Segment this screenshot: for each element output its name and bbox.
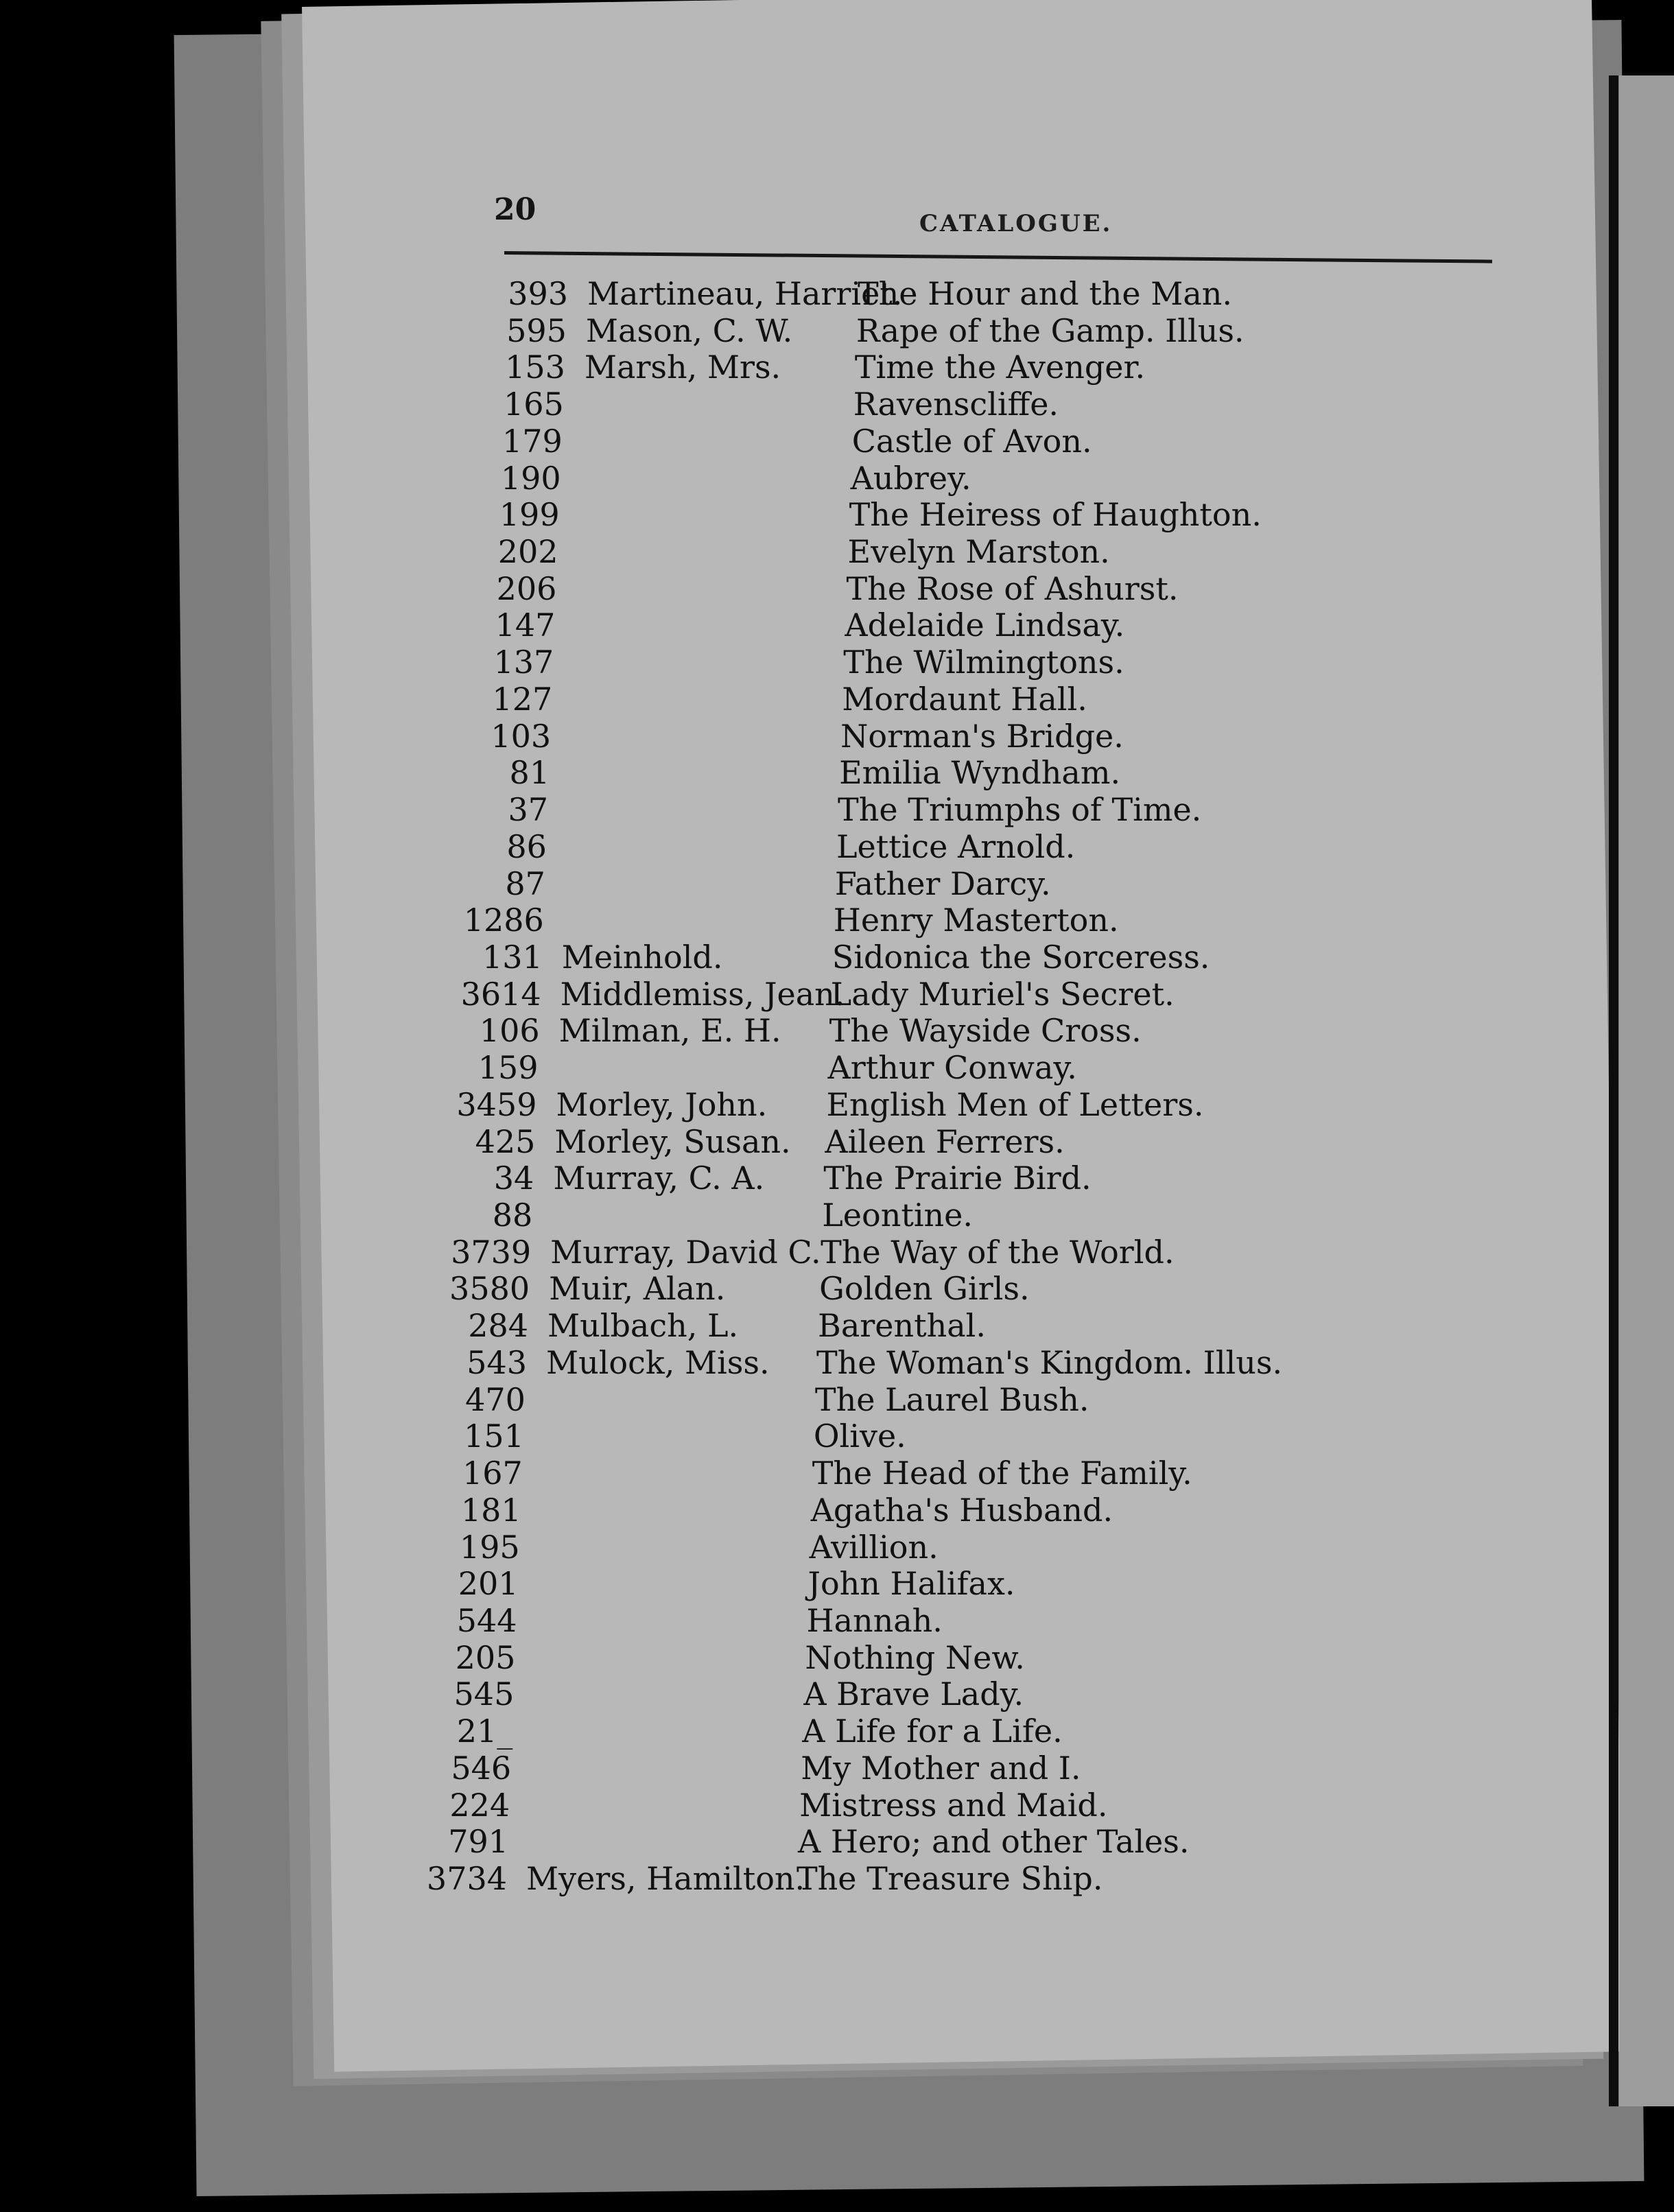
entry-title: Leontine. bbox=[822, 1197, 974, 1234]
entry-number: 34 bbox=[493, 1160, 534, 1197]
entry-number: 546 bbox=[451, 1749, 512, 1787]
catalogue-entry bbox=[0, 864, 1674, 903]
catalogue-entry bbox=[0, 1675, 1674, 1713]
entry-author: Mason, C. W. bbox=[585, 311, 793, 349]
entry-title: Barenthal. bbox=[818, 1307, 986, 1345]
entry-number: 595 bbox=[506, 311, 567, 349]
entry-number: 199 bbox=[499, 496, 560, 534]
entry-title: Arthur Conway. bbox=[827, 1049, 1077, 1087]
entry-number: 791 bbox=[448, 1823, 509, 1861]
entry-title: English Men of Letters. bbox=[826, 1085, 1204, 1123]
catalogue-entry bbox=[0, 1343, 1674, 1382]
catalogue-entry bbox=[0, 901, 1674, 939]
entry-number: 131 bbox=[482, 938, 543, 976]
entry-number: 1286 bbox=[463, 902, 544, 939]
catalogue-entry bbox=[0, 1712, 1674, 1750]
entry-number: 147 bbox=[495, 607, 556, 644]
catalogue-entry bbox=[0, 1048, 1674, 1087]
catalogue-entry bbox=[0, 1786, 1674, 1824]
entry-title: John Halifax. bbox=[807, 1565, 1015, 1603]
entry-title: The Prairie Bird. bbox=[823, 1160, 1092, 1197]
entry-title: Agatha's Husband. bbox=[810, 1491, 1113, 1529]
entry-title: Castle of Avon. bbox=[851, 422, 1092, 460]
catalogue-entry bbox=[0, 1306, 1674, 1345]
entry-number: 86 bbox=[506, 827, 547, 865]
catalogue-entry bbox=[0, 1822, 1674, 1861]
entry-title: Ravenscliffe. bbox=[853, 386, 1059, 423]
entry-author: Murray, C. A. bbox=[553, 1160, 765, 1197]
entry-number: 3614 bbox=[460, 975, 541, 1013]
entry-title: Mistress and Maid. bbox=[799, 1786, 1108, 1824]
entry-number: 202 bbox=[497, 533, 558, 571]
catalogue-entry bbox=[0, 1749, 1674, 1787]
entry-number: 425 bbox=[475, 1122, 536, 1160]
entry-number: 159 bbox=[478, 1049, 539, 1087]
entry-number: 284 bbox=[468, 1307, 529, 1345]
entry-number: 87 bbox=[505, 864, 545, 902]
entry-title: The Treasure Ship. bbox=[796, 1860, 1103, 1897]
entry-number: 88 bbox=[492, 1197, 533, 1234]
entry-title: Golden Girls. bbox=[819, 1270, 1030, 1308]
entry-number: 543 bbox=[467, 1343, 527, 1381]
entry-author: Martineau, Harriet. bbox=[587, 275, 903, 312]
entry-number: 181 bbox=[460, 1491, 521, 1529]
entry-number: 179 bbox=[502, 422, 563, 460]
catalogue-entry bbox=[0, 532, 1674, 571]
entry-title: The Head of the Family. bbox=[812, 1455, 1192, 1492]
catalogue-entry bbox=[0, 1859, 1674, 1898]
entry-author: Meinhold. bbox=[561, 938, 723, 976]
entry-title: The Heiress of Haughton. bbox=[849, 496, 1262, 534]
catalogue-entry bbox=[0, 1638, 1674, 1677]
entry-author: Mulock, Miss. bbox=[545, 1343, 770, 1381]
catalogue-entry bbox=[0, 827, 1674, 866]
entry-title: Lettice Arnold. bbox=[836, 827, 1076, 865]
entry-title: Rape of the Gamp. Illus. bbox=[856, 311, 1245, 349]
entry-number: 127 bbox=[492, 680, 553, 718]
entry-title: Emilia Wyndham. bbox=[839, 754, 1121, 792]
entry-title: Nothing New. bbox=[805, 1638, 1025, 1676]
entry-title: The Woman's Kingdom. Illus. bbox=[816, 1343, 1283, 1381]
entry-title: Evelyn Marston. bbox=[847, 533, 1110, 571]
entry-number: 3580 bbox=[449, 1270, 530, 1308]
entry-title: Time the Avenger. bbox=[854, 349, 1146, 386]
catalogue-entry bbox=[0, 274, 1674, 313]
entry-title: The Laurel Bush. bbox=[814, 1380, 1089, 1418]
entry-author: Muir, Alan. bbox=[549, 1270, 726, 1308]
entry-number: 21_ bbox=[456, 1713, 513, 1750]
catalogue-entry bbox=[0, 1196, 1674, 1234]
entry-title: The Wayside Cross. bbox=[829, 1012, 1142, 1050]
page-header bbox=[494, 192, 1496, 247]
entry-number: 544 bbox=[456, 1601, 517, 1639]
entry-title: A Life for a Life. bbox=[802, 1713, 1063, 1750]
running-title: CATALOGUE. bbox=[919, 210, 1113, 237]
entry-author: Morley, John. bbox=[556, 1085, 768, 1123]
entry-number: 106 bbox=[479, 1012, 540, 1050]
entry-number: 195 bbox=[459, 1528, 520, 1566]
entry-title: The Rose of Ashurst. bbox=[846, 569, 1179, 607]
entry-title: Olive. bbox=[813, 1417, 906, 1455]
catalogue-entry bbox=[0, 1269, 1674, 1308]
catalogue-entry bbox=[0, 1417, 1674, 1455]
catalogue-entry bbox=[0, 422, 1674, 460]
entry-title: Henry Masterton. bbox=[833, 902, 1119, 939]
entry-number: 190 bbox=[500, 459, 561, 497]
page-number: 20 bbox=[494, 192, 537, 227]
catalogue-entry bbox=[0, 753, 1674, 792]
catalogue-entry bbox=[0, 459, 1674, 497]
entry-number: 153 bbox=[505, 349, 565, 386]
entry-number: 167 bbox=[462, 1455, 523, 1492]
entry-number: 165 bbox=[503, 386, 564, 423]
entry-author: Morley, Susan. bbox=[554, 1122, 791, 1160]
entry-number: 151 bbox=[464, 1417, 524, 1455]
entry-title: The Hour and the Man. bbox=[858, 275, 1233, 312]
catalogue-entry bbox=[0, 1380, 1674, 1419]
entry-title: A Hero; and other Tales. bbox=[798, 1823, 1190, 1861]
entry-title: Aileen Ferrers. bbox=[825, 1122, 1065, 1160]
entry-author: Murray, David C. bbox=[550, 1233, 821, 1271]
catalogue-entry bbox=[0, 1601, 1674, 1640]
entry-title: Father Darcy. bbox=[834, 864, 1051, 902]
entry-number: 81 bbox=[509, 754, 550, 792]
entry-number: 393 bbox=[508, 275, 568, 312]
catalogue-entry bbox=[0, 1085, 1674, 1124]
catalogue-entry bbox=[0, 680, 1674, 718]
catalogue-entry bbox=[0, 606, 1674, 644]
entry-number: 3459 bbox=[456, 1085, 537, 1123]
catalogue-entry bbox=[0, 1564, 1674, 1603]
entry-title: Sidonica the Sorceress. bbox=[832, 938, 1210, 976]
catalogue-entry bbox=[0, 1011, 1674, 1050]
entry-title: The Way of the World. bbox=[821, 1233, 1175, 1271]
catalogue-entry bbox=[0, 1491, 1674, 1529]
entry-number: 205 bbox=[455, 1638, 516, 1676]
entry-author: Middlemiss, Jean. bbox=[560, 975, 845, 1013]
catalogue-entry bbox=[0, 385, 1674, 423]
catalogue-entry bbox=[0, 1159, 1674, 1197]
entry-number: 137 bbox=[493, 644, 554, 681]
catalogue-entry bbox=[0, 975, 1674, 1013]
entry-title: Aubrey. bbox=[850, 459, 971, 497]
entry-title: A Brave Lady. bbox=[803, 1675, 1024, 1713]
catalogue-entry bbox=[0, 1454, 1674, 1492]
entry-title: My Mother and I. bbox=[801, 1749, 1081, 1787]
entry-number: 206 bbox=[496, 569, 557, 607]
entry-author: Mulbach, L. bbox=[547, 1307, 739, 1345]
entry-title: Hannah. bbox=[806, 1601, 943, 1639]
entry-author: Milman, E. H. bbox=[558, 1012, 781, 1050]
entry-author: Myers, Hamilton. bbox=[526, 1860, 805, 1897]
entry-number: 3734 bbox=[426, 1860, 507, 1897]
catalogue-entry bbox=[0, 348, 1674, 386]
entry-title: Avillion. bbox=[809, 1528, 939, 1566]
entry-number: 3739 bbox=[451, 1233, 532, 1271]
entry-number: 37 bbox=[508, 791, 549, 829]
catalogue-entry bbox=[0, 569, 1674, 608]
catalogue-entry bbox=[0, 1528, 1674, 1566]
entry-title: The Wilmingtons. bbox=[843, 644, 1124, 681]
entry-number: 224 bbox=[449, 1786, 510, 1824]
catalogue-entry bbox=[0, 643, 1674, 681]
entry-author: Marsh, Mrs. bbox=[584, 349, 781, 386]
catalogue-entry bbox=[0, 717, 1674, 755]
catalogue-entry bbox=[0, 790, 1674, 829]
entry-title: The Triumphs of Time. bbox=[838, 791, 1202, 829]
catalogue-entry bbox=[0, 495, 1674, 534]
entry-title: Norman's Bridge. bbox=[840, 717, 1124, 755]
entry-title: Mordaunt Hall. bbox=[842, 680, 1087, 718]
catalogue-entry bbox=[0, 311, 1674, 350]
catalogue-entry bbox=[0, 938, 1674, 976]
catalogue-entry bbox=[0, 1233, 1674, 1271]
entry-title: Adelaide Lindsay. bbox=[845, 607, 1125, 644]
entry-number: 201 bbox=[458, 1565, 519, 1603]
entry-number: 545 bbox=[453, 1675, 515, 1713]
entry-title: Lady Muriel's Secret. bbox=[830, 975, 1175, 1013]
entry-number: 470 bbox=[465, 1380, 526, 1418]
catalogue-entry bbox=[0, 1122, 1674, 1161]
entry-number: 103 bbox=[491, 717, 552, 755]
